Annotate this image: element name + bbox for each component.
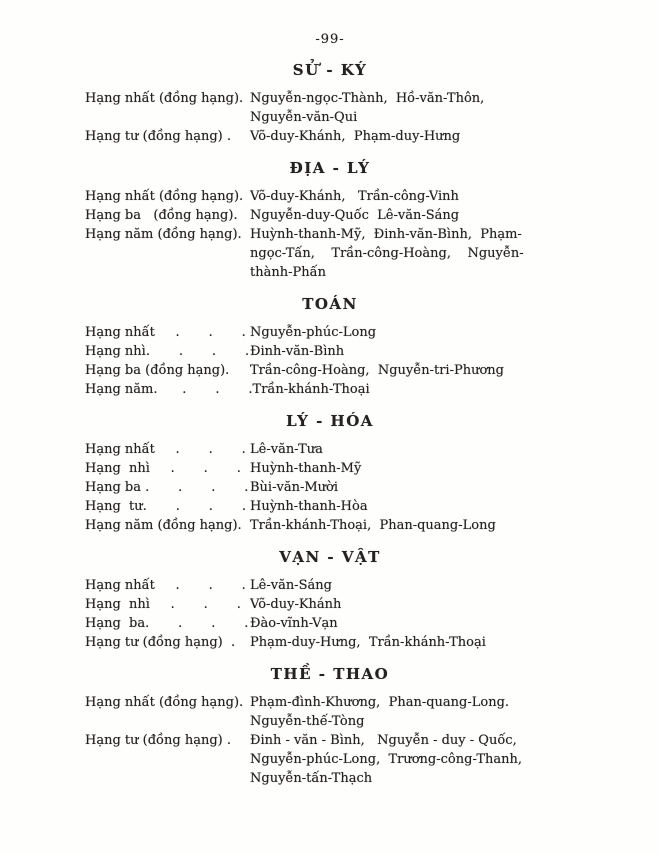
- ranking-row: [85, 225, 659, 282]
- rank-label: Hạng nhất (đồng hạng).: [85, 91, 244, 106]
- winner-names: [250, 595, 341, 614]
- rank-label: Hạng tư. . . .: [85, 499, 246, 514]
- section-rows: [85, 323, 659, 399]
- ranking-row: [85, 342, 659, 361]
- winner-names: [250, 478, 338, 497]
- ranking-row: [85, 89, 659, 127]
- subject-section: [85, 413, 659, 535]
- name-line: Huỳnh-thanh-Hòa: [250, 499, 368, 514]
- rank-label: Hạng nhất (đồng hạng).: [85, 695, 244, 710]
- rank-label: Hạng năm. . . .: [85, 382, 253, 397]
- name-line: Nguyễn-văn-Qui: [250, 110, 358, 125]
- ranking-row: [85, 478, 659, 497]
- winner-names: [250, 361, 504, 380]
- ranking-row: [85, 361, 659, 380]
- ranking-row: [85, 576, 659, 595]
- name-line: Nguyễn-tấn-Thạch: [250, 771, 373, 786]
- ranking-row: [85, 206, 659, 225]
- subject-section: [85, 296, 659, 399]
- name-line: Đào-vĩnh-Vạn: [250, 616, 338, 631]
- winner-names: [250, 206, 459, 225]
- ranking-row: [85, 380, 659, 399]
- rank-label: Hạng ba (đồng hạng).: [85, 208, 238, 223]
- winner-names: [253, 380, 370, 399]
- ranking-row: [85, 440, 659, 459]
- name-line: Phạm-duy-Hưng, Trần-khánh-Thoại: [250, 635, 486, 650]
- section-title: LÝ - HÓA: [286, 412, 374, 430]
- rank-label: Hạng nhì. . . .: [85, 344, 250, 359]
- winner-names: [250, 731, 522, 788]
- ranking-row: [85, 187, 659, 206]
- ranking-row: [85, 731, 659, 788]
- winner-names: [250, 614, 338, 633]
- section-title: VẠN - VẬT: [279, 548, 381, 566]
- subject-section: [85, 62, 659, 146]
- ranking-row: [85, 595, 659, 614]
- winner-names: [250, 440, 323, 459]
- name-line: Trần-khánh-Thoại: [252, 382, 370, 397]
- rank-label: Hạng nhì . . .: [85, 461, 241, 476]
- page-number: -99-: [315, 32, 345, 47]
- page-content: [85, 62, 659, 788]
- winner-names: [250, 693, 509, 731]
- rank-label: Hạng ba (đồng hạng).: [85, 363, 230, 378]
- winner-names: [250, 225, 524, 282]
- name-line: Nguyễn-thế-Tòng: [250, 714, 365, 729]
- rank-label: Hạng ba . . . .: [85, 480, 249, 495]
- ranking-row: [85, 614, 659, 633]
- ranking-row: [85, 693, 659, 731]
- winner-names: [250, 323, 376, 342]
- name-line: Võ-duy-Khánh, Phạm-duy-Hưng: [250, 129, 461, 144]
- ranking-row: [85, 127, 659, 146]
- winner-names: [250, 342, 344, 361]
- winner-names: [250, 187, 459, 206]
- section-rows: [85, 187, 659, 282]
- rank-label: Hạng nhất . . .: [85, 325, 246, 340]
- ranking-row: [85, 323, 659, 342]
- name-line: Huỳnh-thanh-Mỹ: [250, 461, 362, 476]
- name-line: Võ-duy-Khánh: [250, 597, 342, 612]
- winner-names: [250, 576, 332, 595]
- subject-section: [85, 549, 659, 652]
- winner-names: [250, 633, 486, 652]
- name-line: Nguyễn-duy-Quốc Lê-văn-Sáng: [250, 208, 460, 223]
- name-line: Đinh - văn - Bình, Nguyễn - duy - Quốc,: [250, 733, 517, 748]
- section-title: TOÁN: [302, 295, 358, 313]
- name-line: Phạm-đình-Khương, Phan-quang-Long.: [250, 695, 510, 710]
- ranking-row: [85, 516, 659, 535]
- section-title: SỬ - KÝ: [292, 61, 368, 79]
- section-rows: [85, 89, 659, 146]
- subject-section: [85, 666, 659, 788]
- rank-label: Hạng nhì . . .: [85, 597, 241, 612]
- name-line: Bùi-văn-Mười: [250, 480, 339, 495]
- rank-label: Hạng nhất (đồng hạng).: [85, 189, 244, 204]
- rank-label: Hạng tư (đồng hạng) .: [85, 129, 231, 144]
- winner-names: [250, 127, 460, 146]
- rank-label: Hạng tư (đồng hạng) .: [85, 733, 231, 748]
- ranking-row: [85, 633, 659, 652]
- rank-label: Hạng năm (đồng hạng).: [85, 227, 242, 242]
- winner-names: [250, 516, 496, 535]
- rank-label: Hạng nhất . . .: [85, 578, 246, 593]
- rank-label: Hạng tư (đồng hạng) .: [85, 635, 236, 650]
- name-line: thành-Phấn: [250, 265, 326, 280]
- winner-names: [250, 89, 484, 127]
- name-line: Đinh-văn-Bình: [250, 344, 345, 359]
- name-line: ngọc-Tấn, Trần-công-Hoàng, Nguyễn-: [250, 246, 524, 261]
- name-line: Huỳnh-thanh-Mỹ, Đinh-văn-Bình, Phạm-: [250, 227, 522, 242]
- section-title: THỀ - THAO: [270, 665, 390, 683]
- rank-label: Hạng năm (đồng hạng).: [85, 518, 242, 533]
- name-line: Lê-văn-Sáng: [250, 578, 332, 593]
- section-rows: [85, 693, 659, 788]
- ranking-row: [85, 497, 659, 516]
- ranking-row: [85, 459, 659, 478]
- section-rows: [85, 576, 659, 652]
- rank-label: Hạng nhất . . .: [85, 442, 246, 457]
- subject-section: [85, 160, 659, 282]
- section-title: ĐỊA - LÝ: [289, 159, 371, 177]
- winner-names: [250, 459, 361, 478]
- section-rows: [85, 440, 659, 535]
- rank-label: Hạng ba. . . .: [85, 616, 249, 631]
- name-line: Võ-duy-Khánh, Trần-công-Vinh: [250, 189, 459, 204]
- name-line: Trần-khánh-Thoại, Phan-quang-Long: [250, 518, 496, 533]
- winner-names: [250, 497, 368, 516]
- name-line: Nguyễn-phúc-Long: [250, 325, 377, 340]
- name-line: Nguyễn-phúc-Long, Trương-công-Thanh,: [250, 752, 523, 767]
- name-line: Trần-công-Hoàng, Nguyễn-tri-Phương: [250, 363, 504, 378]
- name-line: Nguyễn-ngọc-Thành, Hồ-văn-Thôn,: [250, 91, 485, 106]
- name-line: Lê-văn-Tưa: [250, 442, 323, 457]
